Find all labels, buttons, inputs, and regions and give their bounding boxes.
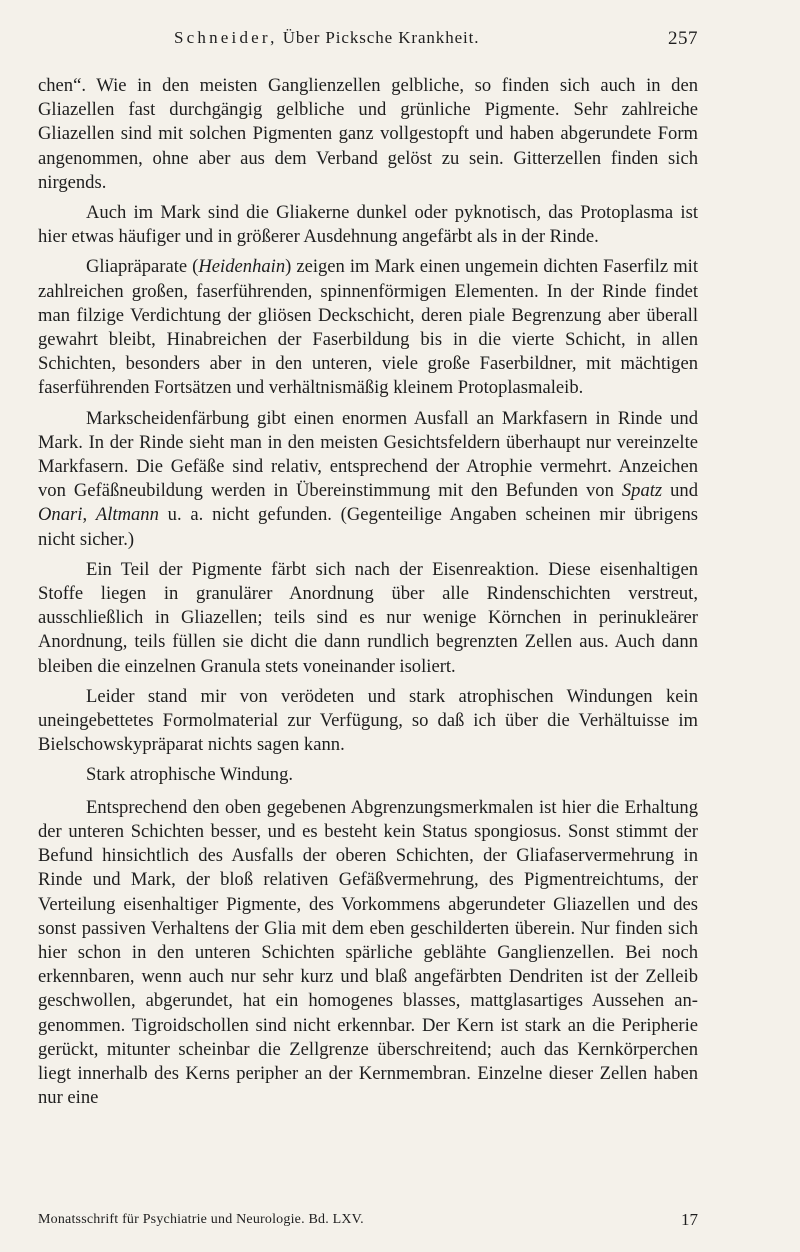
section-heading (38, 763, 698, 787)
text-run: Ein Teil der Pigmente färbt sich nach der Eisenreaktion. Diese eisenhaltigen Stoffe liegen in granulärer Anordnung über alle Rindenschichten verstreut, ausschließlich in Gliazellen; teils sind es nur wenige Körnchen in perinukleärer Anordnung, teils füllen sie dicht die dann rundlich begrenzten Zellen aus. Auch dann bleiben die einzelnen Granula stets voneinander isoliert. (38, 558, 698, 677)
text-run: u. a. nicht gefunden. (Gegenteilige Angaben scheinen mir übrigens nicht sicher.) (38, 504, 698, 550)
italic-name: Onari (38, 504, 83, 526)
text-run: Gliapräparate ( (86, 256, 199, 278)
text-run: und (662, 480, 698, 502)
body-text (38, 74, 698, 1116)
paragraph (38, 74, 698, 195)
paragraph (38, 201, 698, 249)
running-head (38, 22, 698, 62)
text-run: chen“. Wie in den meisten Ganglienzellen gelbliche, so finden sich auch in den Gliazellen fast durchgängig gelbliche und grünliche Pigmente. Sehr zahlreiche Gliazellen sind mit solchen Pigmenten ganz vollgestopft und haben abgerundete Form angenommen, ohne aber aus dem Verband gelöst zu sein. Gitterzellen finden sich nirgends. (38, 75, 698, 193)
text-run: Markscheidenfärbung gibt einen enormen Ausfall an Markfasern in Rinde und Mark. In der Rinde sieht man in den meisten Gesichtsfeldern überhaupt nur vereinzelte Markfasern. Die Gefäße sind relativ, entsprechend der Atrophie vermehrt. Anzeichen von Gefäßneubildung werden in Übereinstimmung mit den Befunden von (38, 407, 698, 502)
text-run: , (82, 504, 96, 526)
italic-name: Spatz (621, 480, 663, 502)
paragraph (38, 685, 698, 758)
text-run: ) zeigen im Mark einen ungemein dichten Faserfilz mit zahlreichen großen, faserführenden, spinnenförmigen Elementen. In der Rinde findet man filzige Verdichtung der gliösen Deckschicht, deren piale Begrenzung aber überall gewahrt bleibt, Hinabreichen der Faserbildung bis in die vierte Schicht, in allen Schichten, besonders aber in den unteren, viele große Faserbildner, mit mächtigen faserführenden Fortsätzen und verhältnismäßig kleinem Protoplasmaleib. (38, 256, 698, 399)
text-run: Entsprechend den oben gegebenen Abgrenzungsmerkmalen ist hier die Erhaltung der unteren Schichten besser, und es besteht kein Status spongiosus. Sonst stimmt der Befund hinsichtlich des Ausfalls der oberen Schichten, der Gliafaservermehrung in Rinde und Mark, der bloß relativen Gefäßvermehrung, des Pigmentreichtums, der Verteilung eisenhaltiger Pigmente, des Vorkommens abgerundeter Gliazellen und des sonst passiven Verhaltens der Glia mit dem eben geschilderten überein. Nur finden sich hier schon in den unteren Schichten spärliche geblähte Ganglienzellen. Bei noch erkennbaren, wenn auch nur sehr kurz und blaß angefärbten Dendriten ist der Zelleib geschwollen, abgerundet, hat ein homogenes blasses, mattglasartiges Aussehen angenommen. Tigroidschollen sind nicht erkennbar. Der Kern ist stark an die Peripherie gerückt, mitunter scheinbar die Zellgrenze überschreitend; auch das Kernkörperchen liegt innerhalb des Kerns peripher an der Kernmembran. Einzelne dieser Zellen haben nur eine (38, 796, 698, 1109)
footer-journal: Monatsschrift für Psychiatrie und Neurologie. Bd. LXV. (38, 1212, 364, 1227)
italic-name: Altmann (95, 504, 159, 526)
running-title (174, 28, 479, 48)
paragraph (38, 407, 698, 552)
paragraph (38, 558, 698, 679)
running-head-author: Schneider, (174, 28, 278, 47)
paragraph (38, 796, 698, 1111)
footer-signature: 17 (681, 1210, 698, 1229)
text-run: Stark atrophische Windung. (86, 764, 294, 786)
text-run: Leider stand mir von verödeten und stark atrophischen Windungen kein uneingebettetes Formolmaterial zur Verfügung, so daß ich über die Verhältuisse im Bielschowskypräparat nichts sagen kann. (38, 685, 698, 756)
text-run: Auch im Mark sind die Gliakerne dunkel oder pyknotisch, das Protoplasma ist hier etwas häufiger und in größerer Ausdehnung angefärbt als in der Rinde. (38, 202, 698, 248)
paragraph (38, 255, 698, 400)
italic-name: Heidenhain (198, 256, 286, 278)
running-head-title: Über Picksche Krankheit. (282, 28, 480, 47)
page-footer (38, 1210, 698, 1232)
page-number: 257 (668, 28, 698, 49)
book-page (38, 22, 698, 1232)
